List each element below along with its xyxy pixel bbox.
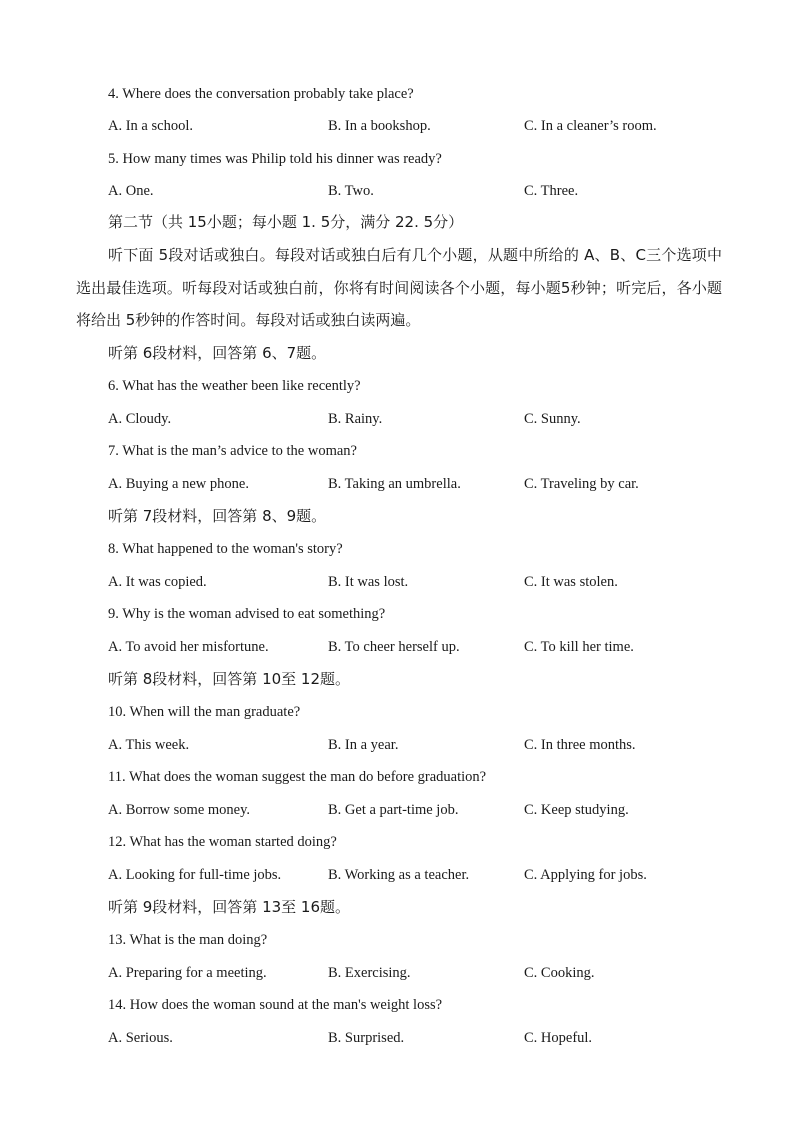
question-12: 12. What has the woman started doing? bbox=[108, 834, 337, 850]
q10-option-b: B. In a year. bbox=[328, 737, 399, 753]
q4-option-c: C. In a cleaner’s room. bbox=[524, 118, 657, 134]
group-8-heading: 听第 8段材料，回答第 10至 12题。 bbox=[108, 670, 351, 688]
q5-option-a: A. One. bbox=[108, 183, 154, 199]
group-7-heading: 听第 7段材料，回答第 8、9题。 bbox=[108, 507, 327, 525]
q12-option-b: B. Working as a teacher. bbox=[328, 867, 470, 883]
q9-option-c: C. To kill her time. bbox=[524, 639, 634, 655]
q14-option-a: A. Serious. bbox=[108, 1030, 173, 1046]
q9-option-b: B. To cheer herself up. bbox=[328, 639, 460, 655]
q6-option-b: B. Rainy. bbox=[328, 411, 383, 427]
q7-option-c: C. Traveling by car. bbox=[524, 476, 639, 492]
q10-option-c: C. In three months. bbox=[524, 737, 636, 753]
q8-option-c: C. It was stolen. bbox=[524, 574, 618, 590]
q8-option-a: A. It was copied. bbox=[108, 574, 207, 590]
q6-option-a: A. Cloudy. bbox=[108, 411, 172, 427]
q10-option-a: A. This week. bbox=[108, 737, 190, 753]
question-4: 4. Where does the conversation probably take place? bbox=[108, 86, 414, 102]
q12-option-c: C. Applying for jobs. bbox=[524, 867, 647, 883]
q4-option-a: A. In a school. bbox=[108, 118, 193, 134]
group-6-heading: 听第 6段材料，回答第 6、7题。 bbox=[108, 344, 327, 362]
question-5: 5. How many times was Philip told his dinner was ready? bbox=[108, 151, 442, 167]
q7-option-b: B. Taking an umbrella. bbox=[328, 476, 461, 492]
question-9: 9. Why is the woman advised to eat something? bbox=[108, 606, 386, 622]
question-13: 13. What is the man doing? bbox=[108, 932, 268, 948]
q13-option-a: A. Preparing for a meeting. bbox=[108, 965, 267, 981]
section2-title: 第二节（共 15小题；每小题 1. 5分，满分 22. 5分） bbox=[108, 213, 464, 231]
q5-option-c: C. Three. bbox=[524, 183, 579, 199]
question-6: 6. What has the weather been like recently? bbox=[108, 378, 361, 394]
group-9-heading: 听第 9段材料，回答第 13至 16题。 bbox=[108, 898, 351, 916]
q5-option-b: B. Two. bbox=[328, 183, 374, 199]
question-10: 10. When will the man graduate? bbox=[108, 704, 301, 720]
q4-option-b: B. In a bookshop. bbox=[328, 118, 431, 134]
q14-option-c: C. Hopeful. bbox=[524, 1030, 593, 1046]
question-7: 7. What is the man’s advice to the woman? bbox=[108, 443, 357, 459]
q7-option-a: A. Buying a new phone. bbox=[108, 476, 249, 492]
q11-option-a: A. Borrow some money. bbox=[108, 802, 251, 818]
question-11: 11. What does the woman suggest the man do before graduation? bbox=[108, 769, 487, 785]
q11-option-c: C. Keep studying. bbox=[524, 802, 629, 818]
question-14: 14. How does the woman sound at the man's weight loss? bbox=[108, 997, 443, 1013]
q8-option-b: B. It was lost. bbox=[328, 574, 409, 590]
q13-option-c: C. Cooking. bbox=[524, 965, 595, 981]
q14-option-b: B. Surprised. bbox=[328, 1030, 405, 1046]
q9-option-a: A. To avoid her misfortune. bbox=[108, 639, 269, 655]
q6-option-c: C. Sunny. bbox=[524, 411, 581, 427]
q12-option-a: A. Looking for full-time jobs. bbox=[108, 867, 282, 883]
section2-instructions: 听下面 5段对话或独白。每段对话或独白后有几个小题，从题中所给的 A、B、C三个选项中选出最佳选项。听每段对话或独白前，你将有时间阅读各个小题，每小题5秒钟；听完后，各小题将给出 5秒钟的作答时间。每段对话或独白读两遍。 bbox=[76, 246, 722, 329]
question-8: 8. What happened to the woman's story? bbox=[108, 541, 343, 557]
q11-option-b: B. Get a part-time job. bbox=[328, 802, 459, 818]
q13-option-b: B. Exercising. bbox=[328, 965, 411, 981]
